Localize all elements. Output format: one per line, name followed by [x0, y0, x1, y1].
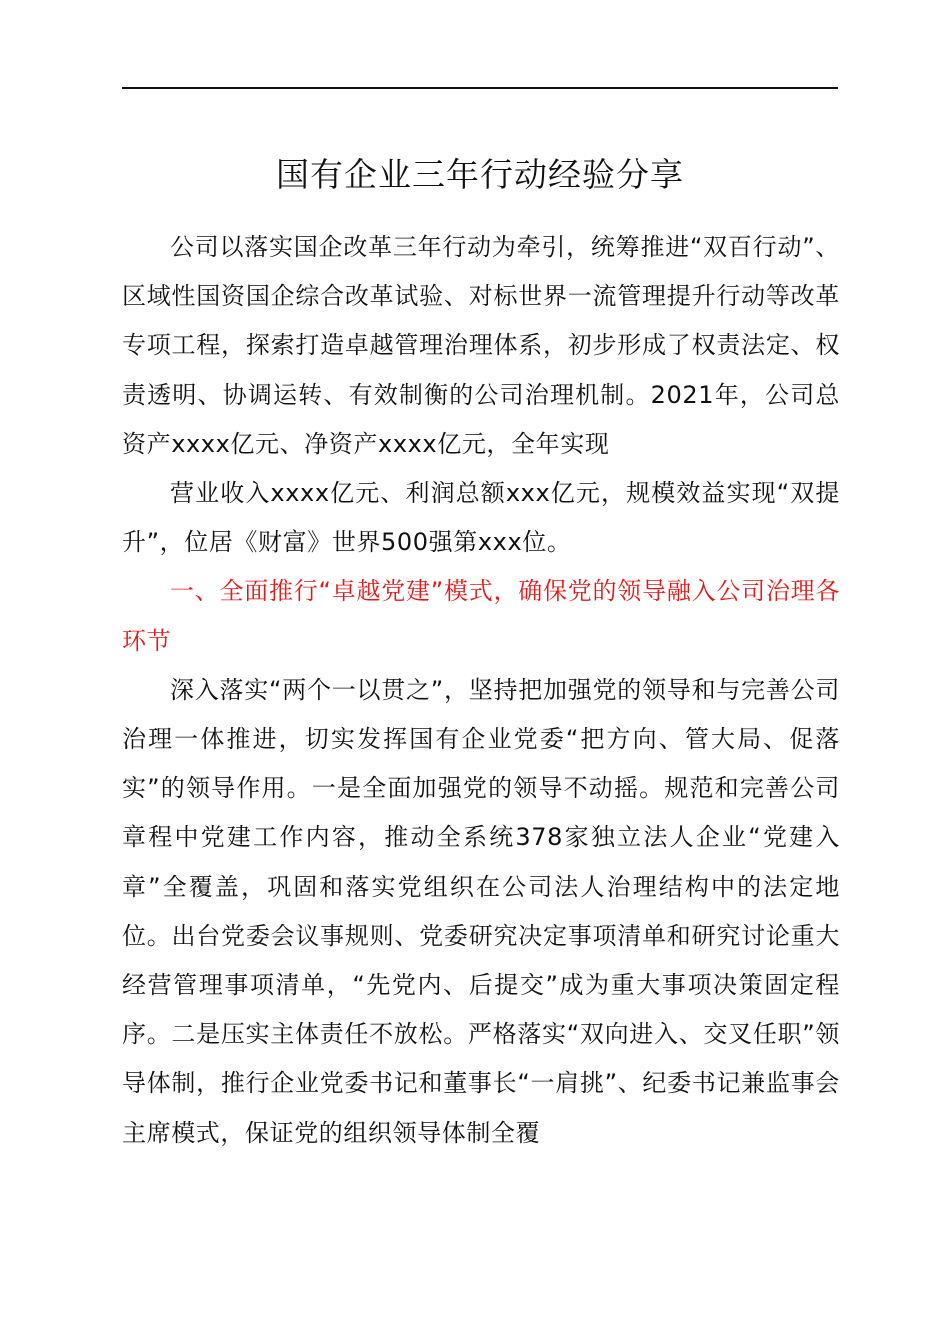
section-heading-1: 一、全面推行“卓越党建”模式，确保党的领导融入公司治理各环节: [122, 577, 840, 655]
intro-paragraph: 公司以落实国企改革三年行动为牵引，统筹推进“双百行动”、区域性国资国企综合改革试验、对标世界一流管理提升行动等改革专项工程，探索打造卓越管理治理体系，初步形成了权责法定、权责透明、协调运转、有效制衡的公司治理机制。2021年，公司总资产xxxx亿元、净资产xxxx亿元，全年实现: [122, 233, 840, 458]
document-body: [122, 223, 840, 1158]
header-rule: [122, 87, 838, 89]
section-1-paragraph: 深入落实“两个一以贯之”，坚持把加强党的领导和与完善公司治理一体推进，切实发挥国有企业党委“把方向、管大局、促落实”的领导作用。一是全面加强党的领导不动摇。规范和完善公司章程中党建工作内容，推动全系统378家独立法人企业“党建入章”全覆盖，巩固和落实党组织在公司法人治理结构中的法定地位。出台党委会议事规则、党委研究决定事项清单和研究讨论重大经营管理事项清单，“先党内、后提交”成为重大事项决策固定程序。二是压实主体责任不放松。严格落实“双向进入、交叉任职”领导体制，推行企业党委书记和董事长“一肩挑”、纪委书记兼监事会主席模式，保证党的组织领导体制全覆: [122, 675, 840, 1147]
intro-continuation-paragraph: 营业收入xxxx亿元、利润总额xxx亿元，规模效益实现“双提升”，位居《财富》世界500强第xxx位。: [122, 479, 840, 557]
document-title: 国有企业三年行动经验分享: [276, 155, 684, 194]
